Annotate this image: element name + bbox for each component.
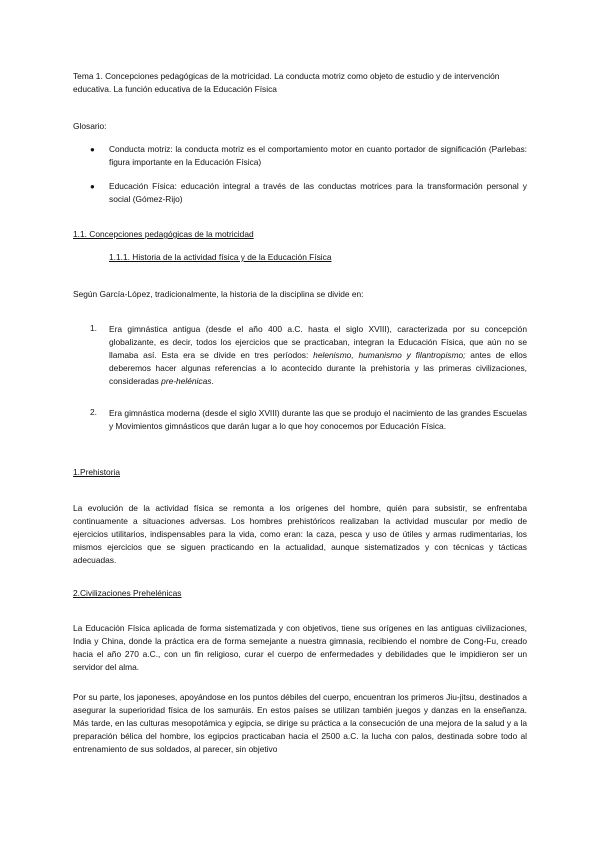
list-item-text: Era gimnástica moderna (desde el siglo XVIII) durante las que se produjo el nacimiento de las grandes Escuelas y Movimientos gimnásticos que darán lugar a lo que hoy conocemos por Educación Física.	[109, 408, 527, 431]
section-heading: 1.1. Concepciones pedagógicas de la motricidad	[73, 229, 254, 239]
list-number: 2.	[90, 407, 97, 417]
section-heading: 1.Prehistoria	[73, 467, 121, 477]
bullet-icon: ●	[90, 145, 95, 154]
paragraph: Por su parte, los japoneses, apoyándose en los puntos débiles del cuerpo, encuentran los primeros Jiu-jitsu, destinados a asegurar la superioridad física de los samuráis. En estos países se utilizan también juegos y danzas en la enseñanza. Más tarde, en las culturas mesopotámica y egipcia, se dirige su práctica a la consecución de una mejora de la salud y a la preparación bélica del hombre, los egipcios practicaban hacia el 2500 a.C. la lucha con palos, destinada sobre todo al entrenamiento de sus soldados, al parecer, sin objetivo	[73, 692, 527, 754]
paragraph: La Educación Física aplicada de forma sistematizada y con objetivos, tiene sus orígenes en las antiguas civilizaciones, India y China, donde la práctica era de forma semejante a nuestra gimnasia, recibiendo el nombre de Cong-Fu, creado hacia el año 270 a.C., con un fin religioso, curar el cuerpo de enfermedades y debilidades que le impidieron ser un servidor del alma.	[73, 623, 527, 672]
list-item-text: Era gimnástica antigua (desde el año 400 a.C. hasta el siglo XVIII), caracterizada por su concepción globalizante, es decir, todos los ejercicios que se practicaban, integran la Educación Física, que aún no se llamaba así. Esta era se divide en tres períodos: helenismo, humanismo y filantropismo; antes de ellos deberemos hacer algunas referencias a lo acontecido durante la prehistoria y las primeras civilizaciones, consideradas pre-helénicas.	[109, 324, 527, 386]
bullet-icon: ●	[90, 182, 95, 191]
subsection-heading: 1.1.1. Historia de la actividad física y de la Educación Física	[109, 252, 332, 262]
paragraph: La evolución de la actividad física se remonta a los orígenes del hombre, quién para subsistir, se enfrentaba continuamente a situaciones adversas. Los hombres prehistóricos realizaban la actividad muscular por medio de ejercicios utilitarios, indispensables para la vida, como eran: la caza, pesca y uso de útiles y armas rudimentarias, los mismos ejercicios que se siguen practicando en la actualidad, aunque sistematizados y con técnicas y tácticas adecuadas.	[73, 503, 527, 565]
glossary-heading: Glosario:	[73, 121, 107, 131]
intro-paragraph: Según García-López, tradicionalmente, la historia de la disciplina se divide en:	[73, 289, 364, 299]
list-number: 1.	[90, 323, 97, 333]
section-heading: 2.Civilizaciones Prehelénicas	[73, 588, 182, 598]
glossary-item: Educación Física: educación integral a través de las conductas motrices para la transformación personal y social (Gómez-Rijo)	[109, 181, 527, 204]
document-title: Tema 1. Concepciones pedagógicas de la motricidad. La conducta motriz como objeto de estudio y de intervención educativa. La función educativa de la Educación Física	[73, 71, 500, 94]
glossary-item: Conducta motriz: la conducta motriz es el comportamiento motor en cuanto portador de significación (Parlebas: figura importante en la Educación Física)	[109, 144, 527, 167]
